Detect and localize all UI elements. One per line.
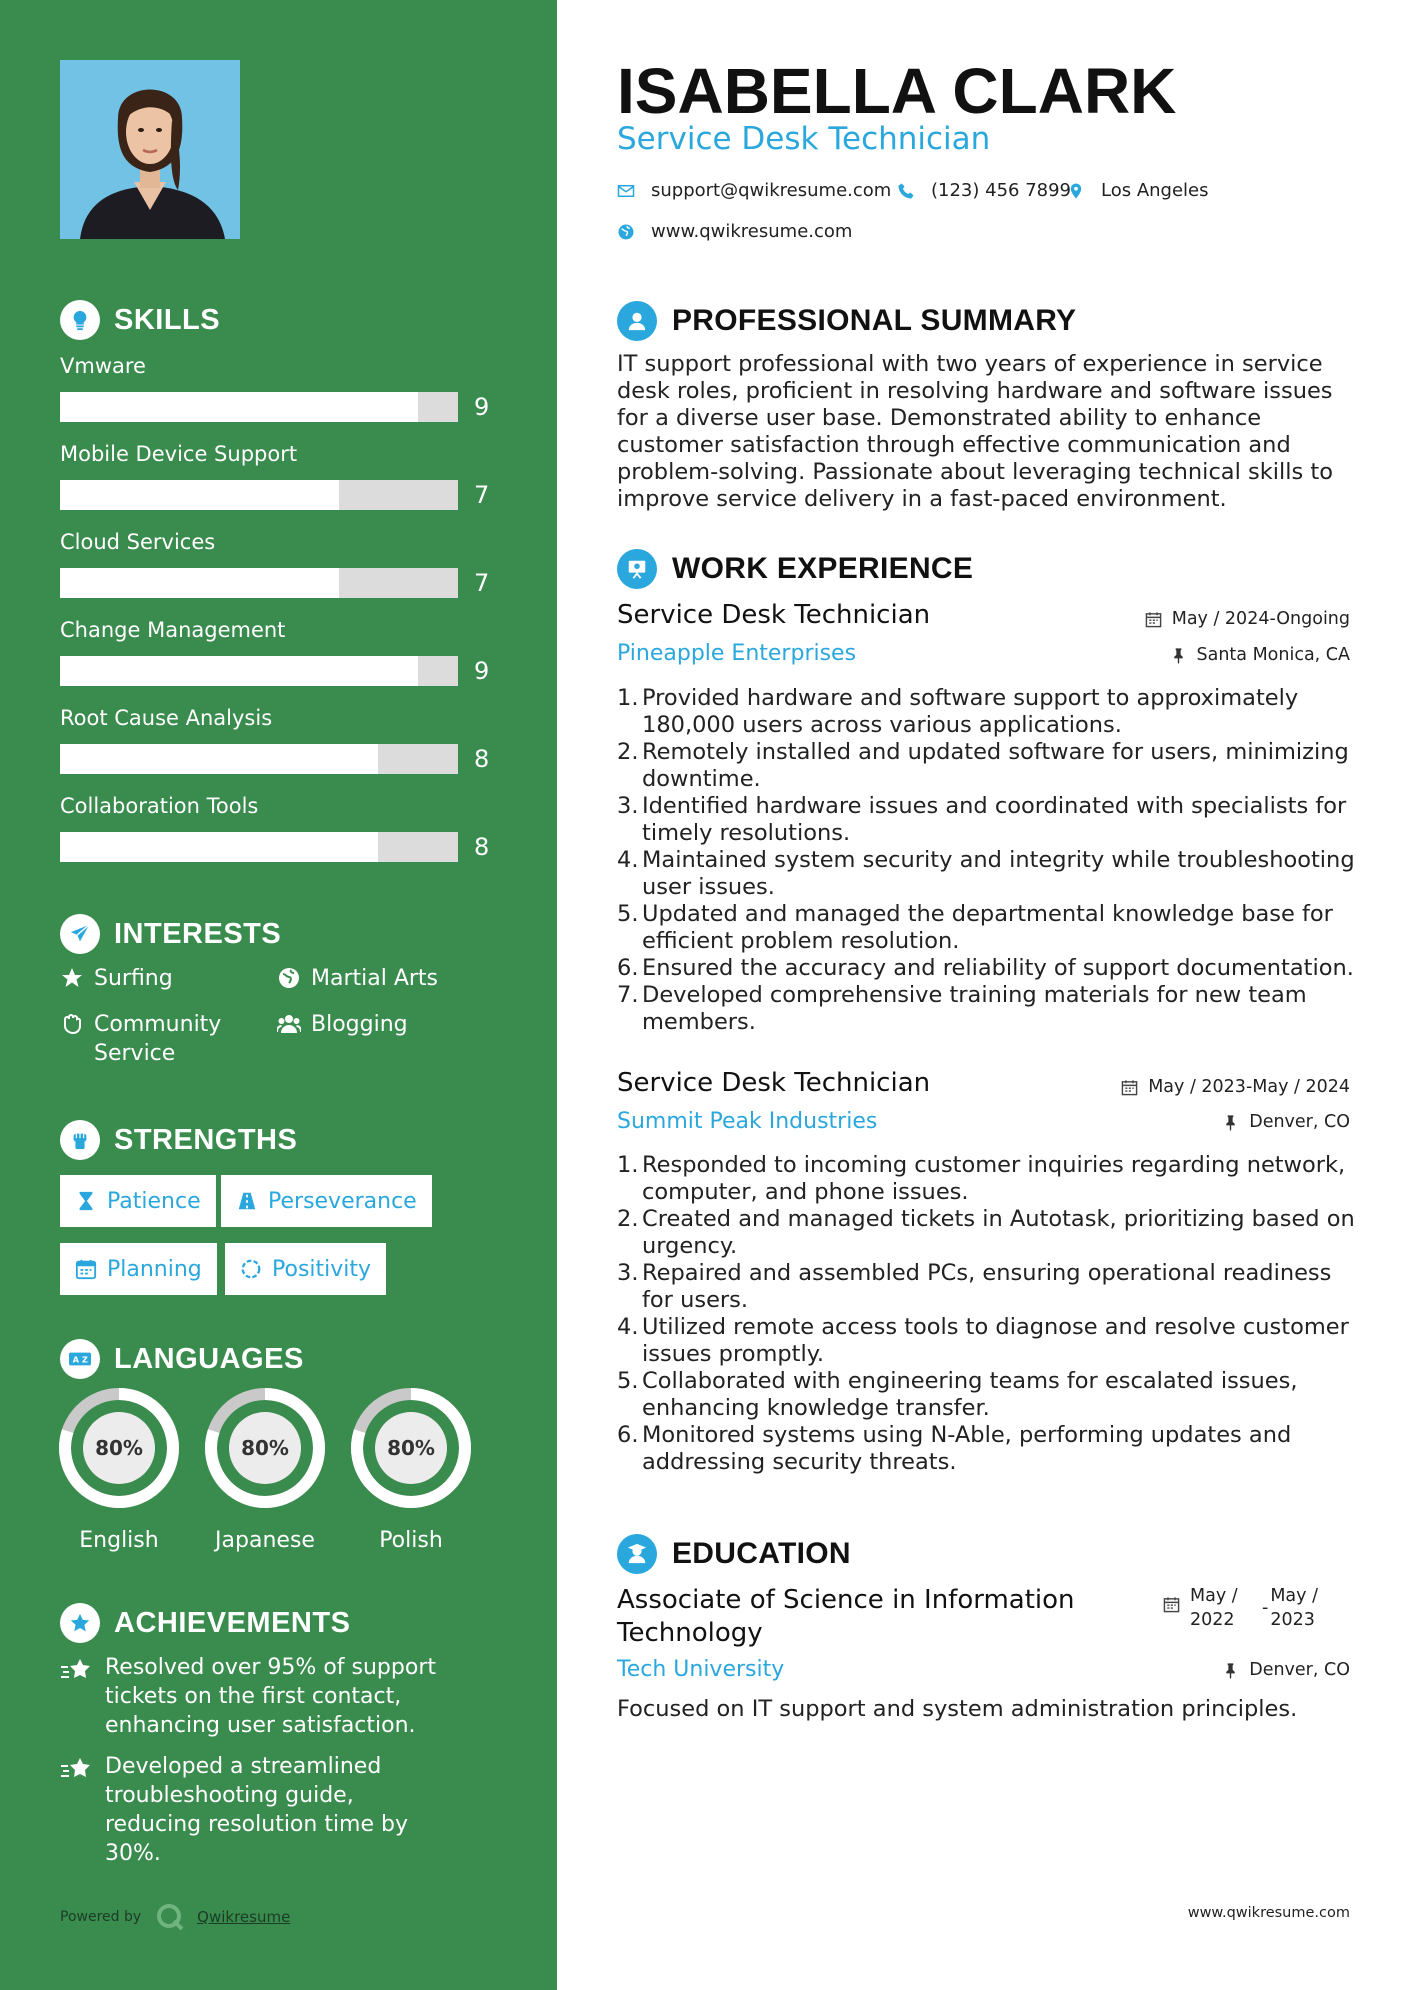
languages-heading bbox=[60, 1339, 500, 1379]
contact-website bbox=[617, 221, 852, 242]
users-icon bbox=[277, 1012, 301, 1036]
map-marker-icon bbox=[1067, 182, 1085, 200]
skill-name: Root Cause Analysis bbox=[60, 706, 273, 730]
language-ring bbox=[57, 1386, 181, 1510]
skill-bar-fill bbox=[60, 568, 339, 598]
skill-item bbox=[60, 440, 500, 510]
svg-text:80%: 80% bbox=[387, 1436, 435, 1460]
education-end: May / 2023 bbox=[1270, 1586, 1318, 1630]
interest-label: Blogging bbox=[311, 1012, 408, 1037]
experience-title: WORK EXPERIENCE bbox=[672, 552, 974, 585]
globe-icon bbox=[277, 966, 301, 990]
job-title: Service Desk Technician bbox=[617, 1068, 931, 1098]
job-location-text: Santa Monica, CA bbox=[1196, 645, 1350, 665]
skills-list bbox=[60, 352, 500, 872]
contact-phone bbox=[897, 180, 1071, 201]
degree-title: Associate of Science in Information Technology bbox=[617, 1585, 1075, 1648]
location-text: Los Angeles bbox=[1101, 180, 1209, 201]
skill-bar bbox=[60, 392, 458, 422]
skill-bar-fill bbox=[60, 480, 339, 510]
date-separator: - bbox=[1262, 1598, 1269, 1618]
pushpin-icon bbox=[1222, 1114, 1239, 1131]
interest-item bbox=[277, 964, 438, 993]
achievement-item bbox=[60, 1752, 500, 1868]
shooting-star-icon bbox=[60, 1756, 92, 1784]
website-text[interactable]: www.qwikresume.com bbox=[651, 221, 853, 242]
job-company: Summit Peak Industries bbox=[617, 1109, 878, 1134]
education-location-text: Denver, CO bbox=[1249, 1660, 1350, 1680]
strength-label: Planning bbox=[107, 1256, 202, 1282]
interest-label: Community Service bbox=[94, 1012, 222, 1066]
job-title: Service Desk Technician bbox=[617, 600, 931, 630]
job-location-text: Denver, CO bbox=[1249, 1112, 1350, 1132]
skill-bar bbox=[60, 832, 458, 862]
bullet-item: 4. Utilized remote access tools to diagnose and resolve customer issues promptly. bbox=[617, 1314, 1349, 1367]
bullet-item: 2. Created and managed tickets in Autotask, prioritizing based on urgency. bbox=[617, 1206, 1355, 1259]
award-star-icon bbox=[60, 1603, 100, 1643]
skill-bar-fill bbox=[60, 656, 418, 686]
interests-heading bbox=[60, 914, 500, 954]
skill-item bbox=[60, 352, 500, 422]
strengths-title: STRENGTHS bbox=[114, 1123, 298, 1156]
pushpin-icon bbox=[1222, 1662, 1239, 1679]
bullet-item: 1. Responded to incoming customer inquiries regarding network, computer, and phone issues. bbox=[617, 1152, 1346, 1205]
interest-item bbox=[277, 1010, 408, 1039]
achievements-heading bbox=[60, 1603, 500, 1643]
job-date-text: May / 2023-May / 2024 bbox=[1148, 1077, 1350, 1097]
strength-label: Patience bbox=[107, 1188, 201, 1214]
skill-item bbox=[60, 616, 500, 686]
phone-text[interactable]: (123) 456 7899 bbox=[931, 180, 1072, 201]
circle-notch-icon bbox=[240, 1258, 262, 1280]
school-name: Tech University bbox=[617, 1657, 785, 1682]
education-start: May / 2022 bbox=[1190, 1586, 1238, 1630]
skill-level: 9 bbox=[474, 657, 490, 685]
skill-level: 7 bbox=[474, 481, 490, 509]
language-item bbox=[349, 1386, 473, 1553]
svg-text:80%: 80% bbox=[95, 1436, 143, 1460]
language-name: Japanese bbox=[215, 1528, 315, 1553]
skill-bar-fill bbox=[60, 392, 418, 422]
strength-chip bbox=[60, 1175, 216, 1227]
languages-section bbox=[60, 1339, 500, 1379]
skill-item bbox=[60, 528, 500, 598]
skills-section bbox=[60, 300, 500, 340]
job-date bbox=[1121, 1077, 1350, 1097]
bullet-item: 3. Repaired and assembled PCs, ensuring operational readiness for users. bbox=[617, 1260, 1332, 1313]
education-dates bbox=[1163, 1584, 1320, 1632]
bullet-item: 6. Ensured the accuracy and reliability of support documentation. bbox=[617, 955, 1354, 981]
svg-text:80%: 80% bbox=[241, 1436, 289, 1460]
interest-item bbox=[60, 1010, 240, 1068]
calendar-icon bbox=[1121, 1079, 1138, 1096]
interests-section bbox=[60, 914, 500, 954]
job-bullets bbox=[617, 1152, 1357, 1476]
candidate-role: Service Desk Technician bbox=[617, 121, 991, 157]
profile-photo bbox=[60, 60, 240, 239]
bullet-item: 4. Maintained system security and integrity while troubleshooting user issues. bbox=[617, 847, 1355, 900]
achievement-item bbox=[60, 1653, 500, 1740]
strengths-heading bbox=[60, 1120, 500, 1160]
bullet-item: 7. Developed comprehensive training materials for new team members. bbox=[617, 982, 1307, 1035]
job-date bbox=[1145, 609, 1350, 629]
skill-name: Cloud Services bbox=[60, 530, 216, 554]
bullet-item: 1. Provided hardware and software support to approximately 180,000 users across various applications. bbox=[617, 685, 1299, 738]
skill-level: 9 bbox=[474, 393, 490, 421]
skill-level: 7 bbox=[474, 569, 490, 597]
interest-item bbox=[60, 964, 173, 993]
strength-chip bbox=[225, 1243, 386, 1295]
achievements-section bbox=[60, 1603, 500, 1643]
summary-heading bbox=[617, 300, 1076, 342]
bullet-item: 2. Remotely installed and updated software for users, minimizing downtime. bbox=[617, 739, 1349, 792]
qwikresume-link[interactable]: Qwikresume bbox=[197, 1908, 291, 1926]
strength-chip bbox=[60, 1243, 217, 1295]
job-bullets bbox=[617, 685, 1357, 1036]
summary-title: PROFESSIONAL SUMMARY bbox=[672, 304, 1077, 337]
language-item bbox=[203, 1386, 327, 1553]
job-date-text: May / 2024-Ongoing bbox=[1171, 609, 1350, 629]
envelope-icon bbox=[617, 182, 635, 200]
language-name: Polish bbox=[379, 1528, 443, 1553]
strength-label: Positivity bbox=[272, 1256, 372, 1282]
languages-title: LANGUAGES bbox=[114, 1342, 304, 1375]
summary-text: IT support professional with two years of experience in service desk roles, proficient in resolving hardware and software issues for a diverse user base. Demonstrated ability to enhance customer satisfaction through effective communication and problem-solving. Passionate about leveraging technical skills to improve service delivery in a fast-paced environment. bbox=[617, 351, 1333, 512]
skill-name: Mobile Device Support bbox=[60, 442, 298, 466]
strengths-section bbox=[60, 1120, 500, 1160]
star-icon bbox=[60, 966, 84, 990]
candidate-name: ISABELLA CLARK bbox=[617, 55, 1177, 127]
achievements-title: ACHIEVEMENTS bbox=[114, 1606, 351, 1639]
skill-name: Change Management bbox=[60, 618, 286, 642]
main-content bbox=[617, 0, 1355, 1990]
skill-item bbox=[60, 792, 500, 862]
email-text[interactable]: support@qwikresume.com bbox=[651, 180, 892, 201]
footer-url[interactable]: www.qwikresume.com bbox=[1187, 1905, 1350, 1921]
education-heading bbox=[617, 1533, 851, 1575]
skill-bar-fill bbox=[60, 744, 378, 774]
achievement-text: Resolved over 95% of support tickets on the first contact, enhancing user satisfaction. bbox=[105, 1655, 436, 1738]
interest-label: Surfing bbox=[94, 966, 173, 991]
calendar-icon bbox=[1163, 1596, 1180, 1613]
hand-icon bbox=[60, 1012, 84, 1036]
portrait-illustration bbox=[60, 60, 240, 239]
bullet-item: 5. Collaborated with engineering teams for escalated issues, enhancing knowledge transfer. bbox=[617, 1368, 1298, 1421]
interest-label: Martial Arts bbox=[311, 966, 439, 991]
skill-bar bbox=[60, 568, 458, 598]
bullet-item: 3. Identified hardware issues and coordinated with specialists for timely resolutions. bbox=[617, 793, 1347, 846]
skill-name: Vmware bbox=[60, 354, 146, 378]
strength-label: Perseverance bbox=[268, 1188, 417, 1214]
job-location bbox=[1222, 1112, 1350, 1132]
briefcase-user-icon bbox=[617, 549, 657, 589]
education-location bbox=[1222, 1660, 1350, 1680]
calendar-icon bbox=[75, 1258, 97, 1280]
education-title: EDUCATION bbox=[672, 1537, 851, 1570]
skill-name: Collaboration Tools bbox=[60, 794, 259, 818]
sidebar bbox=[0, 0, 557, 1990]
user-icon bbox=[617, 301, 657, 341]
interests-title: INTERESTS bbox=[114, 917, 282, 950]
phone-icon bbox=[897, 182, 915, 200]
shooting-star-icon bbox=[60, 1657, 92, 1685]
road-icon bbox=[236, 1190, 258, 1212]
svg-text:Z: Z bbox=[81, 1354, 88, 1365]
skills-heading bbox=[60, 300, 500, 340]
calendar-icon bbox=[1145, 611, 1162, 628]
experience-heading bbox=[617, 548, 973, 590]
skill-item bbox=[60, 704, 500, 774]
skill-bar bbox=[60, 656, 458, 686]
svg-text:A: A bbox=[72, 1354, 80, 1365]
hourglass-icon bbox=[75, 1190, 97, 1212]
skill-bar bbox=[60, 480, 458, 510]
bullet-item: 6. Monitored systems using N-Able, performing updates and addressing security threats. bbox=[617, 1422, 1292, 1475]
language-item bbox=[57, 1386, 181, 1553]
language-ring bbox=[349, 1386, 473, 1510]
job-company: Pineapple Enterprises bbox=[617, 641, 857, 666]
job-location bbox=[1170, 645, 1351, 665]
skill-bar-fill bbox=[60, 832, 378, 862]
contact-location bbox=[1067, 180, 1209, 201]
education-description: Focused on IT support and system administration principles. bbox=[617, 1696, 1298, 1722]
skill-bar bbox=[60, 744, 458, 774]
fist-icon bbox=[60, 1120, 100, 1160]
language-ring bbox=[203, 1386, 327, 1510]
achievement-text: Developed a streamlined troubleshooting guide, reducing resolution time by 30%. bbox=[105, 1754, 409, 1866]
skills-title: SKILLS bbox=[114, 303, 221, 336]
language-name: English bbox=[79, 1528, 159, 1553]
bullet-item: 5. Updated and managed the departmental knowledge base for efficient problem resolution. bbox=[617, 901, 1333, 954]
language-icon bbox=[60, 1339, 100, 1379]
lightbulb-icon bbox=[60, 300, 100, 340]
contact-email bbox=[617, 180, 891, 201]
qwikresume-logo bbox=[155, 1902, 185, 1932]
strength-chip bbox=[221, 1175, 432, 1227]
skill-level: 8 bbox=[474, 745, 490, 773]
globe-icon bbox=[617, 223, 635, 241]
skill-level: 8 bbox=[474, 833, 490, 861]
graduate-icon bbox=[617, 1534, 657, 1574]
paper-plane-icon bbox=[60, 914, 100, 954]
powered-by-label: Powered by bbox=[60, 1909, 142, 1925]
pushpin-icon bbox=[1170, 647, 1187, 664]
powered-by bbox=[60, 1902, 290, 1932]
